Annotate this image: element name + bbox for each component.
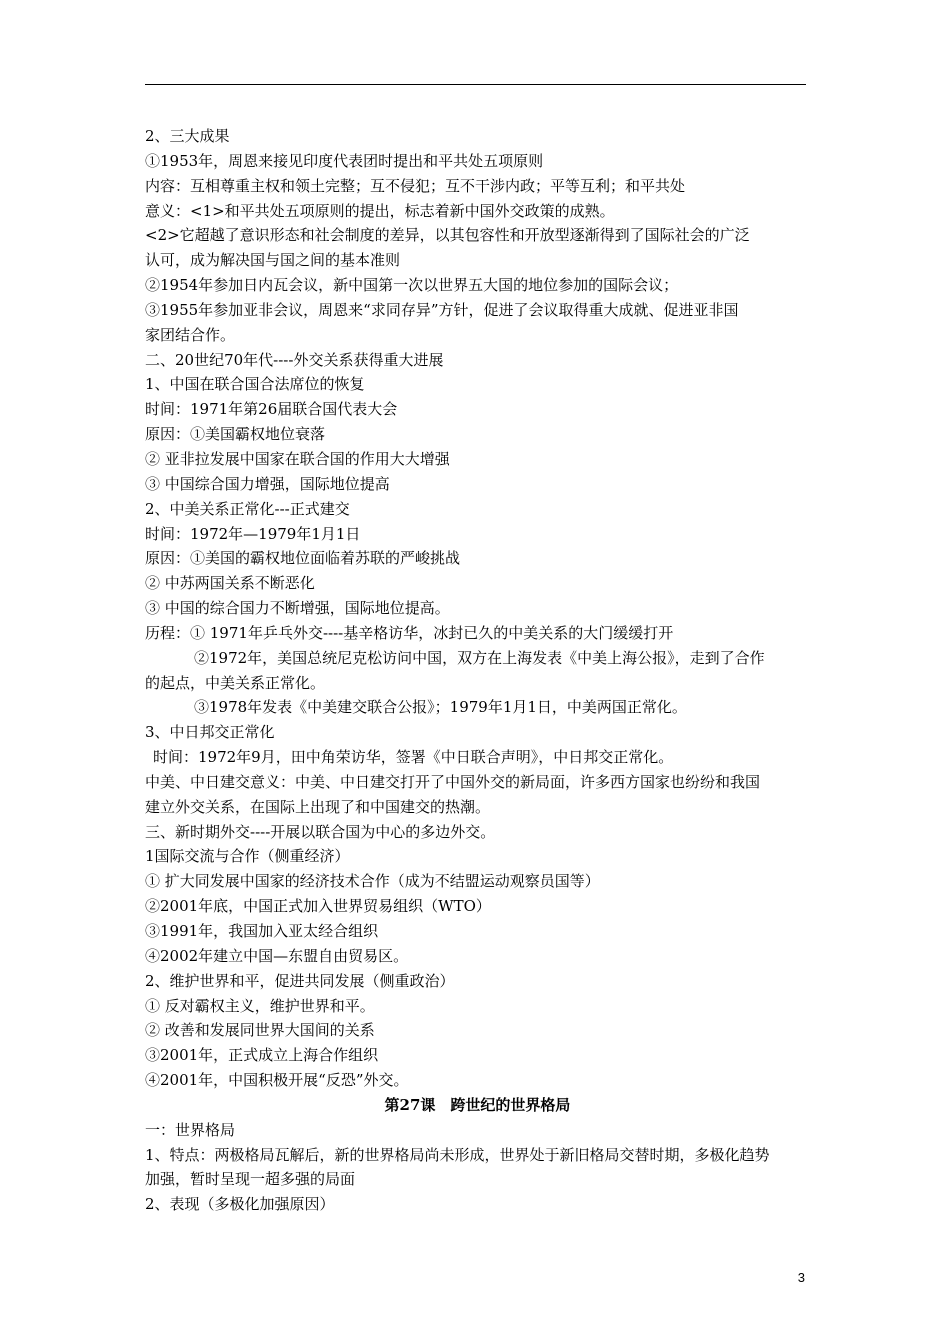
text-line: ③1955年参加亚非会议，周恩来“求同存异”方针，促进了会议取得重大成就、促进亚非国 bbox=[145, 300, 739, 319]
text-line: <2>它超越了意识形态和社会制度的差异，以其包容性和开放型逐渐得到了国际社会的广泛 bbox=[145, 226, 750, 245]
text-line: ③2001年，正式成立上海合作组织 bbox=[145, 1046, 379, 1065]
text-line: 历程：① 1971年乒乓外交----基辛格访华，冰封已久的中美关系的大门缓缓打开 bbox=[145, 623, 674, 642]
text-line: ① 扩大同发展中国家的经济技术合作（成为不结盟运动观察员国等） bbox=[145, 872, 600, 891]
text-line: 1国际交流与合作（侧重经济） bbox=[145, 847, 350, 866]
text-line: 时间：1971年第26届联合国代表大会 bbox=[145, 400, 398, 419]
text-line: 3、中日邦交正常化 bbox=[145, 723, 275, 742]
section-heading: 二、20世纪70年代----外交关系获得重大进展 bbox=[145, 350, 444, 369]
text-line: ②1954年参加日内瓦会议，新中国第一次以世界五大国的地位参加的国际会议； bbox=[145, 276, 679, 295]
text-line: 2、表现（多极化加强原因） bbox=[145, 1195, 335, 1214]
text-line: ② 改善和发展同世界大国间的关系 bbox=[145, 1021, 375, 1040]
section-heading: 三、新时期外交----开展以联合国为中心的多边外交。 bbox=[145, 822, 496, 841]
text-line: ②2001年底，中国正式加入世界贸易组织（WTO） bbox=[145, 897, 491, 916]
text-line: 内容：互相尊重主权和领土完整；互不侵犯；互不干涉内政；平等互利；和平共处 bbox=[145, 176, 686, 195]
text-line: 1、中国在联合国合法席位的恢复 bbox=[145, 375, 365, 394]
text-line: 1、特点：两极格局瓦解后，新的世界格局尚未形成，世界处于新旧格局交替时期，多极化趋势 bbox=[145, 1145, 770, 1164]
text-line: 意义：<1>和平共处五项原则的提出，标志着新中国外交政策的成熟。 bbox=[145, 201, 615, 220]
text-line: 的起点，中美关系正常化。 bbox=[145, 673, 326, 692]
page-number: 3 bbox=[797, 1270, 805, 1285]
text-line: 时间：1972年—1979年1月1日 bbox=[145, 524, 361, 543]
text-line: ① 反对霸权主义，维护世界和平。 bbox=[145, 996, 375, 1015]
text-line: 2、三大成果 bbox=[145, 127, 230, 145]
text-line: ④2002年建立中国—东盟自由贸易区。 bbox=[145, 946, 409, 965]
text-line: 原因：①美国霸权地位衰落 bbox=[145, 425, 326, 444]
text-line: 2、中美关系正常化---正式建交 bbox=[145, 499, 350, 518]
text-line: 家团结合作。 bbox=[145, 325, 236, 344]
lesson-title: 第27课 跨世纪的世界格局 bbox=[384, 1095, 571, 1114]
document-body bbox=[145, 124, 810, 1217]
text-line: ①1953年，周恩来接见印度代表团时提出和平共处五项原则 bbox=[145, 151, 544, 170]
text-line: ③ 中国综合国力增强，国际地位提高 bbox=[145, 474, 390, 493]
text-line: 原因：①美国的霸权地位面临着苏联的严峻挑战 bbox=[145, 549, 461, 568]
section-heading: 一：世界格局 bbox=[145, 1120, 236, 1139]
text-line: ③ 中国的综合国力不断增强，国际地位提高。 bbox=[145, 599, 450, 618]
text-line: 加强，暂时呈现一超多强的局面 bbox=[145, 1170, 356, 1189]
text-line: ② 亚非拉发展中国家在联合国的作用大大增强 bbox=[145, 449, 450, 468]
text-line: 中美、中日建交意义：中美、中日建交打开了中国外交的新局面，许多西方国家也纷纷和我国 bbox=[145, 772, 761, 791]
text-line: ②1972年，美国总统尼克松访问中国，双方在上海发表《中美上海公报》，走到了合作 bbox=[194, 648, 765, 667]
header-rule bbox=[145, 84, 806, 85]
text-line: ④2001年，中国积极开展“反恐”外交。 bbox=[145, 1071, 409, 1090]
text-line: 时间：1972年9月，田中角荣访华，签署《中日联合声明》，中日邦交正常化。 bbox=[153, 748, 674, 767]
text-line: ② 中苏两国关系不断恶化 bbox=[145, 574, 315, 593]
text-line: 建立外交关系，在国际上出现了和中国建交的热潮。 bbox=[145, 797, 491, 816]
text-line: 认可，成为解决国与国之间的基本准则 bbox=[145, 251, 401, 270]
text-line: ③1978年发表《中美建交联合公报》；1979年1月1日，中美两国正常化。 bbox=[194, 698, 687, 717]
text-line: ③1991年，我国加入亚太经合组织 bbox=[145, 922, 379, 940]
text-line: 2、维护世界和平，促进共同发展（侧重政治） bbox=[145, 971, 455, 990]
